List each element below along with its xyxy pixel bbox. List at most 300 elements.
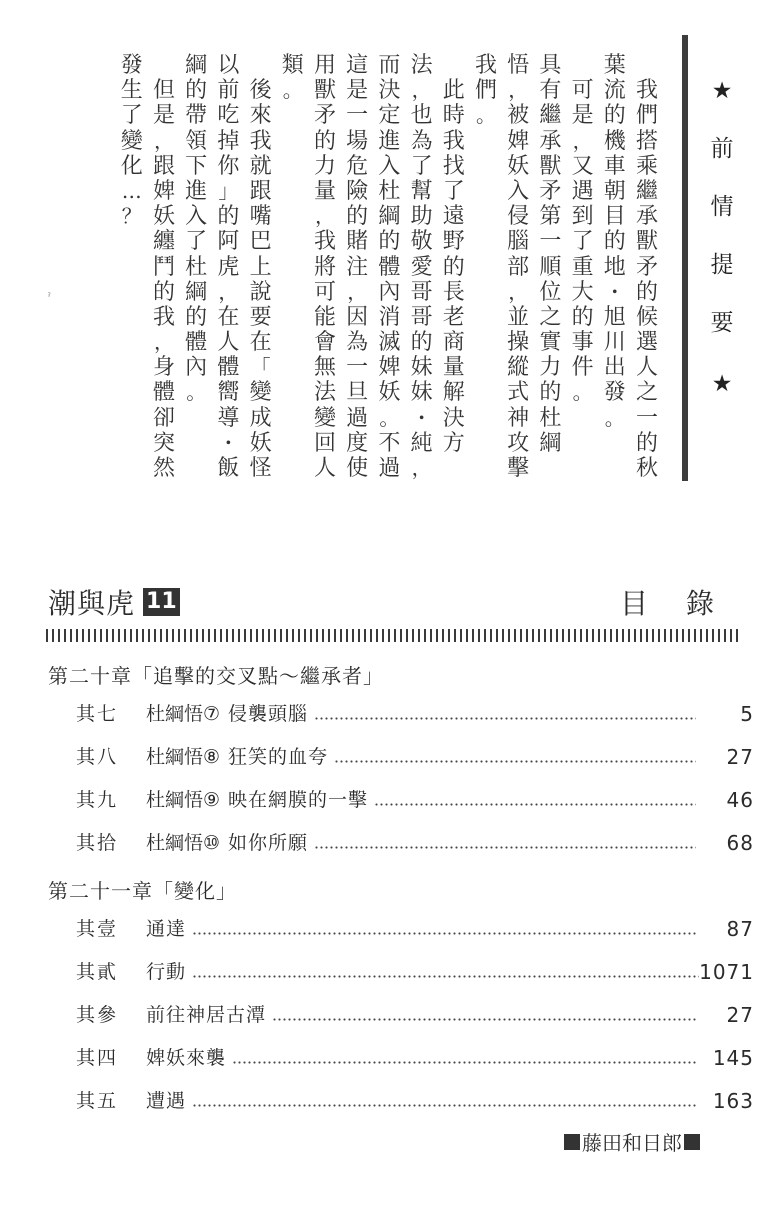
heading-char: 情 <box>710 194 734 220</box>
synopsis-char: 導 <box>217 405 240 431</box>
synopsis-char: 解 <box>442 380 465 406</box>
synopsis-char: 後 <box>249 78 272 104</box>
synopsis-char: 而 <box>378 53 401 78</box>
synopsis-char: ， <box>411 456 432 480</box>
entry-number: 其七 <box>76 703 119 725</box>
synopsis-char: 「 <box>250 355 271 380</box>
toc-heading <box>620 582 714 622</box>
synopsis-char: 機 <box>603 128 626 154</box>
synopsis-char: 妖 <box>507 153 530 179</box>
synopsis-char: 為 <box>410 128 433 154</box>
synopsis-char: 量 <box>442 355 465 381</box>
synopsis-char: 我 <box>313 229 336 255</box>
synopsis-char: 纏 <box>152 229 175 255</box>
synopsis-char: 變 <box>313 405 336 431</box>
entry-number: 其九 <box>76 789 119 811</box>
synopsis-char: 的 <box>442 254 465 280</box>
synopsis-char: 入 <box>185 204 208 230</box>
book-title-text: 潮與虎 <box>48 587 136 620</box>
synopsis-column <box>505 53 531 481</box>
synopsis-char: 力 <box>313 153 336 179</box>
synopsis-char: 矛 <box>539 178 562 204</box>
synopsis-char: 方 <box>442 430 465 456</box>
author-credit <box>562 1127 702 1156</box>
synopsis-char: 哥 <box>410 304 433 330</box>
toc-entry[interactable] <box>76 1001 754 1027</box>
synopsis-char: 獸 <box>539 153 562 179</box>
synopsis-char: 這 <box>346 53 369 78</box>
synopsis-char: 你 <box>217 153 240 179</box>
synopsis-char: 發 <box>120 53 143 78</box>
synopsis-char: 體 <box>378 254 401 280</box>
dot-leader <box>192 1104 696 1107</box>
synopsis-char: 身 <box>152 355 175 381</box>
synopsis-char: 。 <box>604 405 625 430</box>
synopsis-column <box>280 53 306 103</box>
synopsis-char: ， <box>218 279 239 304</box>
entry-title: 前往神居古潭 <box>146 1004 267 1026</box>
synopsis-char: 體 <box>152 380 175 406</box>
synopsis-char: 綱 <box>185 279 208 305</box>
synopsis-char: 賭 <box>346 229 369 255</box>
synopsis-char: 們 <box>474 78 497 104</box>
synopsis-char: 承 <box>539 128 562 154</box>
synopsis-char: ， <box>508 78 529 103</box>
synopsis-char: 的 <box>603 103 626 129</box>
synopsis-char: 位 <box>539 279 562 305</box>
synopsis-char: 怪 <box>249 456 272 481</box>
dot-leader <box>314 717 696 720</box>
synopsis-char: 承 <box>635 204 658 230</box>
entry-title: 狂笑的血夸 <box>228 746 329 768</box>
entry-title: 遭遇 <box>146 1090 187 1112</box>
synopsis-char: 度 <box>346 430 369 456</box>
synopsis-char: 綱 <box>185 53 208 78</box>
synopsis-char: 上 <box>249 254 272 280</box>
synopsis-char: 地 <box>603 254 626 280</box>
synopsis-char: 實 <box>539 330 562 356</box>
dot-leader <box>232 1061 696 1064</box>
entry-number: 其參 <box>76 1004 119 1026</box>
synopsis-char: 長 <box>442 279 465 305</box>
entry-title: 侵襲頭腦 <box>228 703 309 725</box>
synopsis-char: 。 <box>476 103 496 128</box>
synopsis-char: 助 <box>410 204 433 230</box>
synopsis-char: 不 <box>378 430 401 456</box>
synopsis-char: 事 <box>571 330 594 356</box>
synopsis-char: 嘴 <box>249 204 272 230</box>
dot-leader <box>314 846 696 849</box>
synopsis-char: 了 <box>185 229 208 255</box>
synopsis-char: 的 <box>603 229 626 255</box>
synopsis-char: 因 <box>346 304 369 330</box>
synopsis-char: 我 <box>635 78 658 104</box>
synopsis-char: 具 <box>539 53 562 78</box>
synopsis-char: 入 <box>507 178 530 204</box>
synopsis-char: 卻 <box>152 405 175 431</box>
synopsis-char: 量 <box>313 178 336 204</box>
synopsis-char: 的 <box>378 229 401 255</box>
synopsis-column <box>215 53 241 481</box>
synopsis-char: 飯 <box>217 456 240 481</box>
synopsis-column <box>537 53 563 456</box>
synopsis-char: 杜 <box>378 178 401 204</box>
synopsis-char: 杜 <box>539 405 562 431</box>
synopsis-char: 在 <box>249 330 272 356</box>
toc-entry[interactable] <box>76 829 754 855</box>
synopsis-char: 法 <box>313 380 336 406</box>
entry-number: 其拾 <box>76 832 119 854</box>
toc-heading-char: 錄 <box>686 587 715 620</box>
synopsis-char: 嚮 <box>217 380 240 406</box>
synopsis-char: 進 <box>378 128 401 154</box>
synopsis-char: 被 <box>507 103 530 129</box>
synopsis-char: 攻 <box>507 430 530 456</box>
synopsis-char: 乘 <box>635 153 658 179</box>
synopsis-char: 妹 <box>410 380 433 406</box>
synopsis-char: 阿 <box>217 229 240 255</box>
synopsis-char: 了 <box>571 229 594 255</box>
entry-subject: 杜綱悟⑦ <box>146 703 221 725</box>
synopsis-char: 發 <box>603 380 626 406</box>
entry-number: 其貳 <box>76 961 119 983</box>
synopsis-char: 。 <box>379 405 400 430</box>
synopsis-char: 。 <box>572 380 593 405</box>
table-of-contents <box>0 570 765 1213</box>
synopsis-char: 人 <box>217 330 240 356</box>
synopsis-char: 就 <box>249 153 272 179</box>
entry-title: 通達 <box>146 918 187 940</box>
volume-badge: 11 <box>143 588 180 616</box>
entry-page: 27 <box>726 1003 754 1027</box>
synopsis-char: 為 <box>346 330 369 356</box>
synopsis-char: 成 <box>249 405 272 431</box>
synopsis-char: 神 <box>507 405 530 431</box>
synopsis-char: 決 <box>378 78 401 104</box>
synopsis-char: 幫 <box>410 178 433 204</box>
scan-speck: ˀ <box>48 292 51 303</box>
synopsis-char: 突 <box>152 430 175 456</box>
synopsis-char: 回 <box>313 430 336 456</box>
synopsis-char: 重 <box>571 254 594 280</box>
synopsis-column <box>151 78 177 481</box>
square-bullet-icon <box>684 1134 700 1150</box>
chapter-heading: 第二十一章「變化」 <box>48 879 237 903</box>
synopsis-char: 是 <box>571 103 594 129</box>
synopsis-char: 找 <box>442 153 465 179</box>
synopsis-char: 並 <box>507 304 530 330</box>
synopsis-char: 選 <box>635 330 658 356</box>
synopsis-char: 的 <box>410 330 433 356</box>
dot-leader <box>272 1018 696 1021</box>
synopsis-char: 的 <box>152 279 175 305</box>
synopsis-column <box>441 78 467 456</box>
synopsis-char: 可 <box>313 279 336 305</box>
synopsis-char: 綱 <box>378 204 401 230</box>
synopsis-char: 大 <box>571 279 594 305</box>
synopsis-char: 朝 <box>603 178 626 204</box>
entry-page: 5 <box>740 702 754 726</box>
synopsis-char: 定 <box>378 103 401 129</box>
entry-subject: 杜綱悟⑧ <box>146 746 221 768</box>
synopsis-char: 野 <box>442 229 465 255</box>
synopsis-char: 矛 <box>635 254 658 280</box>
synopsis-char: 領 <box>185 128 208 154</box>
synopsis-char: ， <box>154 128 174 153</box>
synopsis-char: 婢 <box>507 128 530 154</box>
synopsis-column <box>409 53 435 481</box>
synopsis-char: 又 <box>571 153 594 179</box>
synopsis-char: ？ <box>121 204 142 229</box>
toc-entry[interactable] <box>76 743 754 769</box>
synopsis-char: 商 <box>442 330 465 356</box>
synopsis-char: 出 <box>603 355 626 381</box>
synopsis-char: 的 <box>313 128 336 154</box>
synopsis-char: 秋 <box>635 456 658 481</box>
synopsis-char: 擊 <box>507 456 530 481</box>
synopsis-char: 可 <box>571 78 594 104</box>
synopsis-char: ， <box>347 279 368 304</box>
vertical-divider <box>682 35 688 481</box>
synopsis-column <box>248 78 274 481</box>
synopsis-char: 掉 <box>217 128 240 154</box>
heading-char: 要 <box>710 310 734 336</box>
synopsis-char: 但 <box>152 78 175 104</box>
synopsis-column <box>473 53 499 129</box>
synopsis-char: 內 <box>185 355 208 381</box>
synopsis-char: 內 <box>378 279 401 305</box>
synopsis-char: 」 <box>218 178 239 203</box>
synopsis-char: 杜 <box>185 254 208 280</box>
synopsis-char: 老 <box>442 304 465 330</box>
entry-subject: 杜綱悟⑨ <box>146 789 221 811</box>
synopsis-char: 用 <box>313 53 336 78</box>
synopsis-char: 場 <box>346 128 369 154</box>
synopsis-char: 妖 <box>249 430 272 456</box>
synopsis-char: 的 <box>571 304 594 330</box>
synopsis-char: 無 <box>313 355 336 381</box>
synopsis-char: 是 <box>346 78 369 104</box>
synopsis-char: 我 <box>442 128 465 154</box>
synopsis-char: 了 <box>442 178 465 204</box>
synopsis-char: 操 <box>507 330 530 356</box>
entry-number: 其四 <box>76 1047 119 1069</box>
synopsis-char: 危 <box>346 153 369 179</box>
synopsis-char: 件 <box>571 355 594 381</box>
synopsis-char: ， <box>154 330 174 355</box>
synopsis-char: 人 <box>313 456 336 481</box>
toc-entry[interactable] <box>76 700 754 726</box>
synopsis-char: 此 <box>442 78 465 104</box>
synopsis-char: 川 <box>603 330 626 356</box>
synopsis-char: 化 <box>120 153 143 179</box>
synopsis-char: 過 <box>378 456 401 481</box>
dot-leader <box>192 932 696 935</box>
synopsis-char: 獸 <box>313 78 336 104</box>
synopsis-char: 搭 <box>635 128 658 154</box>
synopsis-column <box>376 53 402 481</box>
entry-page: 27 <box>726 745 754 769</box>
synopsis-char: 婢 <box>152 178 175 204</box>
heading-char: 提 <box>710 252 734 278</box>
star-icon: ★ <box>711 78 733 104</box>
synopsis-char: 綱 <box>539 430 562 456</box>
synopsis-char: 式 <box>507 380 530 406</box>
synopsis-char: 的 <box>635 279 658 305</box>
entry-number: 其壹 <box>76 918 119 940</box>
entry-number: 其八 <box>76 746 119 768</box>
synopsis-char: 來 <box>249 103 272 129</box>
synopsis-char: 的 <box>217 204 240 230</box>
synopsis-char: 的 <box>346 204 369 230</box>
entry-title: 如你所願 <box>228 832 309 854</box>
synopsis-char: ， <box>315 204 335 229</box>
entry-title: 映在網膜的一擊 <box>228 789 369 811</box>
synopsis-char: 跟 <box>152 153 175 179</box>
synopsis-char: 愛 <box>410 254 433 280</box>
synopsis-char: 葉 <box>603 53 626 78</box>
synopsis-char: 。 <box>282 78 303 103</box>
synopsis-char: 變 <box>249 380 272 406</box>
synopsis-char: 我 <box>474 53 497 78</box>
synopsis-char: 也 <box>410 103 433 129</box>
synopsis-char: 是 <box>152 103 175 129</box>
synopsis-char: 以 <box>217 53 240 78</box>
synopsis-char: 帶 <box>185 103 208 129</box>
synopsis-char: 腦 <box>507 229 530 255</box>
synopsis-heading <box>700 30 744 490</box>
synopsis-char: ， <box>508 279 529 304</box>
synopsis-char: 繼 <box>539 103 562 129</box>
barcode-divider <box>46 629 740 642</box>
synopsis-column <box>344 53 370 481</box>
author-name: 藤田和日郎 <box>582 1131 682 1155</box>
synopsis-char: 侵 <box>507 204 530 230</box>
entry-page: 68 <box>726 831 754 855</box>
synopsis-char: 我 <box>152 304 175 330</box>
synopsis-char: ・ <box>218 430 239 455</box>
synopsis-char: 鬥 <box>152 254 175 280</box>
synopsis-char: 。 <box>186 380 207 405</box>
synopsis-char: 使 <box>346 456 369 481</box>
synopsis-char: 矛 <box>313 103 336 129</box>
synopsis-char: 一 <box>635 405 658 431</box>
toc-entry[interactable] <box>76 1087 754 1113</box>
synopsis-char: 體 <box>185 330 208 356</box>
entry-page: 145 <box>712 1046 754 1070</box>
toc-entry[interactable] <box>76 915 754 941</box>
synopsis-char: 決 <box>442 405 465 431</box>
entry-page: 163 <box>712 1089 754 1113</box>
synopsis-char: 人 <box>635 355 658 381</box>
synopsis-char: 會 <box>313 330 336 356</box>
synopsis-char: 候 <box>635 304 658 330</box>
synopsis-char: 時 <box>442 103 465 129</box>
synopsis-char: 一 <box>346 103 369 129</box>
synopsis-char: 在 <box>217 304 240 330</box>
synopsis-char: 下 <box>185 153 208 179</box>
synopsis-char: 的 <box>539 380 562 406</box>
synopsis-char: 遇 <box>571 178 594 204</box>
synopsis-char: 變 <box>120 128 143 154</box>
dot-leader <box>334 760 696 763</box>
synopsis-char: 將 <box>313 254 336 280</box>
synopsis-char: 之 <box>539 304 562 330</box>
synopsis-char: 了 <box>120 103 143 129</box>
synopsis-char: 類 <box>281 53 304 78</box>
synopsis-column <box>570 78 596 405</box>
synopsis-char: 旦 <box>346 380 369 406</box>
toc-entry[interactable] <box>76 786 754 812</box>
synopsis-char: 純 <box>410 430 433 456</box>
synopsis-char: 悟 <box>507 53 530 78</box>
dot-leader <box>374 803 696 806</box>
synopsis-char: 前 <box>217 78 240 104</box>
synopsis-char: 能 <box>313 304 336 330</box>
synopsis-char: 妖 <box>378 380 401 406</box>
synopsis-section <box>0 0 765 520</box>
toc-entry[interactable] <box>76 958 754 984</box>
synopsis-char: 吃 <box>217 103 240 129</box>
entry-page: 1071 <box>699 960 754 984</box>
synopsis-char: 的 <box>185 304 208 330</box>
synopsis-char: 之 <box>635 380 658 406</box>
synopsis-char: 滅 <box>378 330 401 356</box>
square-bullet-icon <box>564 1134 580 1150</box>
toc-entry[interactable] <box>76 1044 754 1070</box>
synopsis-char: 進 <box>185 178 208 204</box>
synopsis-char: 我 <box>249 128 272 154</box>
synopsis-char: ・ <box>604 279 625 304</box>
synopsis-column <box>119 53 145 229</box>
synopsis-char: 的 <box>185 78 208 104</box>
synopsis-column <box>602 53 628 431</box>
synopsis-char: 哥 <box>410 279 433 305</box>
synopsis-char: 一 <box>346 355 369 381</box>
entry-title: 婢妖來襲 <box>146 1047 227 1069</box>
synopsis-char: 消 <box>378 304 401 330</box>
synopsis-char: 力 <box>539 355 562 381</box>
synopsis-char: 跟 <box>249 178 272 204</box>
synopsis-char: 法 <box>410 53 433 78</box>
synopsis-char: 過 <box>346 405 369 431</box>
synopsis-char: ， <box>572 128 593 153</box>
synopsis-char: 獸 <box>635 229 658 255</box>
synopsis-char: ・ <box>411 405 432 430</box>
synopsis-char: 的 <box>635 430 658 456</box>
heading-char: 前 <box>710 136 734 162</box>
synopsis-char: 入 <box>378 153 401 179</box>
synopsis-char: 注 <box>346 254 369 280</box>
synopsis-char: 縱 <box>507 355 530 381</box>
synopsis-char: ， <box>411 78 432 103</box>
synopsis-char: 生 <box>120 78 143 104</box>
synopsis-char: 順 <box>539 254 562 280</box>
dot-leader <box>192 975 699 978</box>
synopsis-char: 們 <box>635 103 658 129</box>
synopsis-char: 妖 <box>152 204 175 230</box>
synopsis-char: … <box>121 178 142 203</box>
synopsis-char: 車 <box>603 153 626 179</box>
synopsis-char: 繼 <box>635 178 658 204</box>
synopsis-char: 險 <box>346 178 369 204</box>
entry-title: 行動 <box>146 961 187 983</box>
synopsis-char: 第 <box>539 204 562 230</box>
synopsis-column <box>634 78 660 481</box>
synopsis-char: 到 <box>571 204 594 230</box>
synopsis-char: 妹 <box>410 355 433 381</box>
synopsis-char: 虎 <box>217 254 240 280</box>
